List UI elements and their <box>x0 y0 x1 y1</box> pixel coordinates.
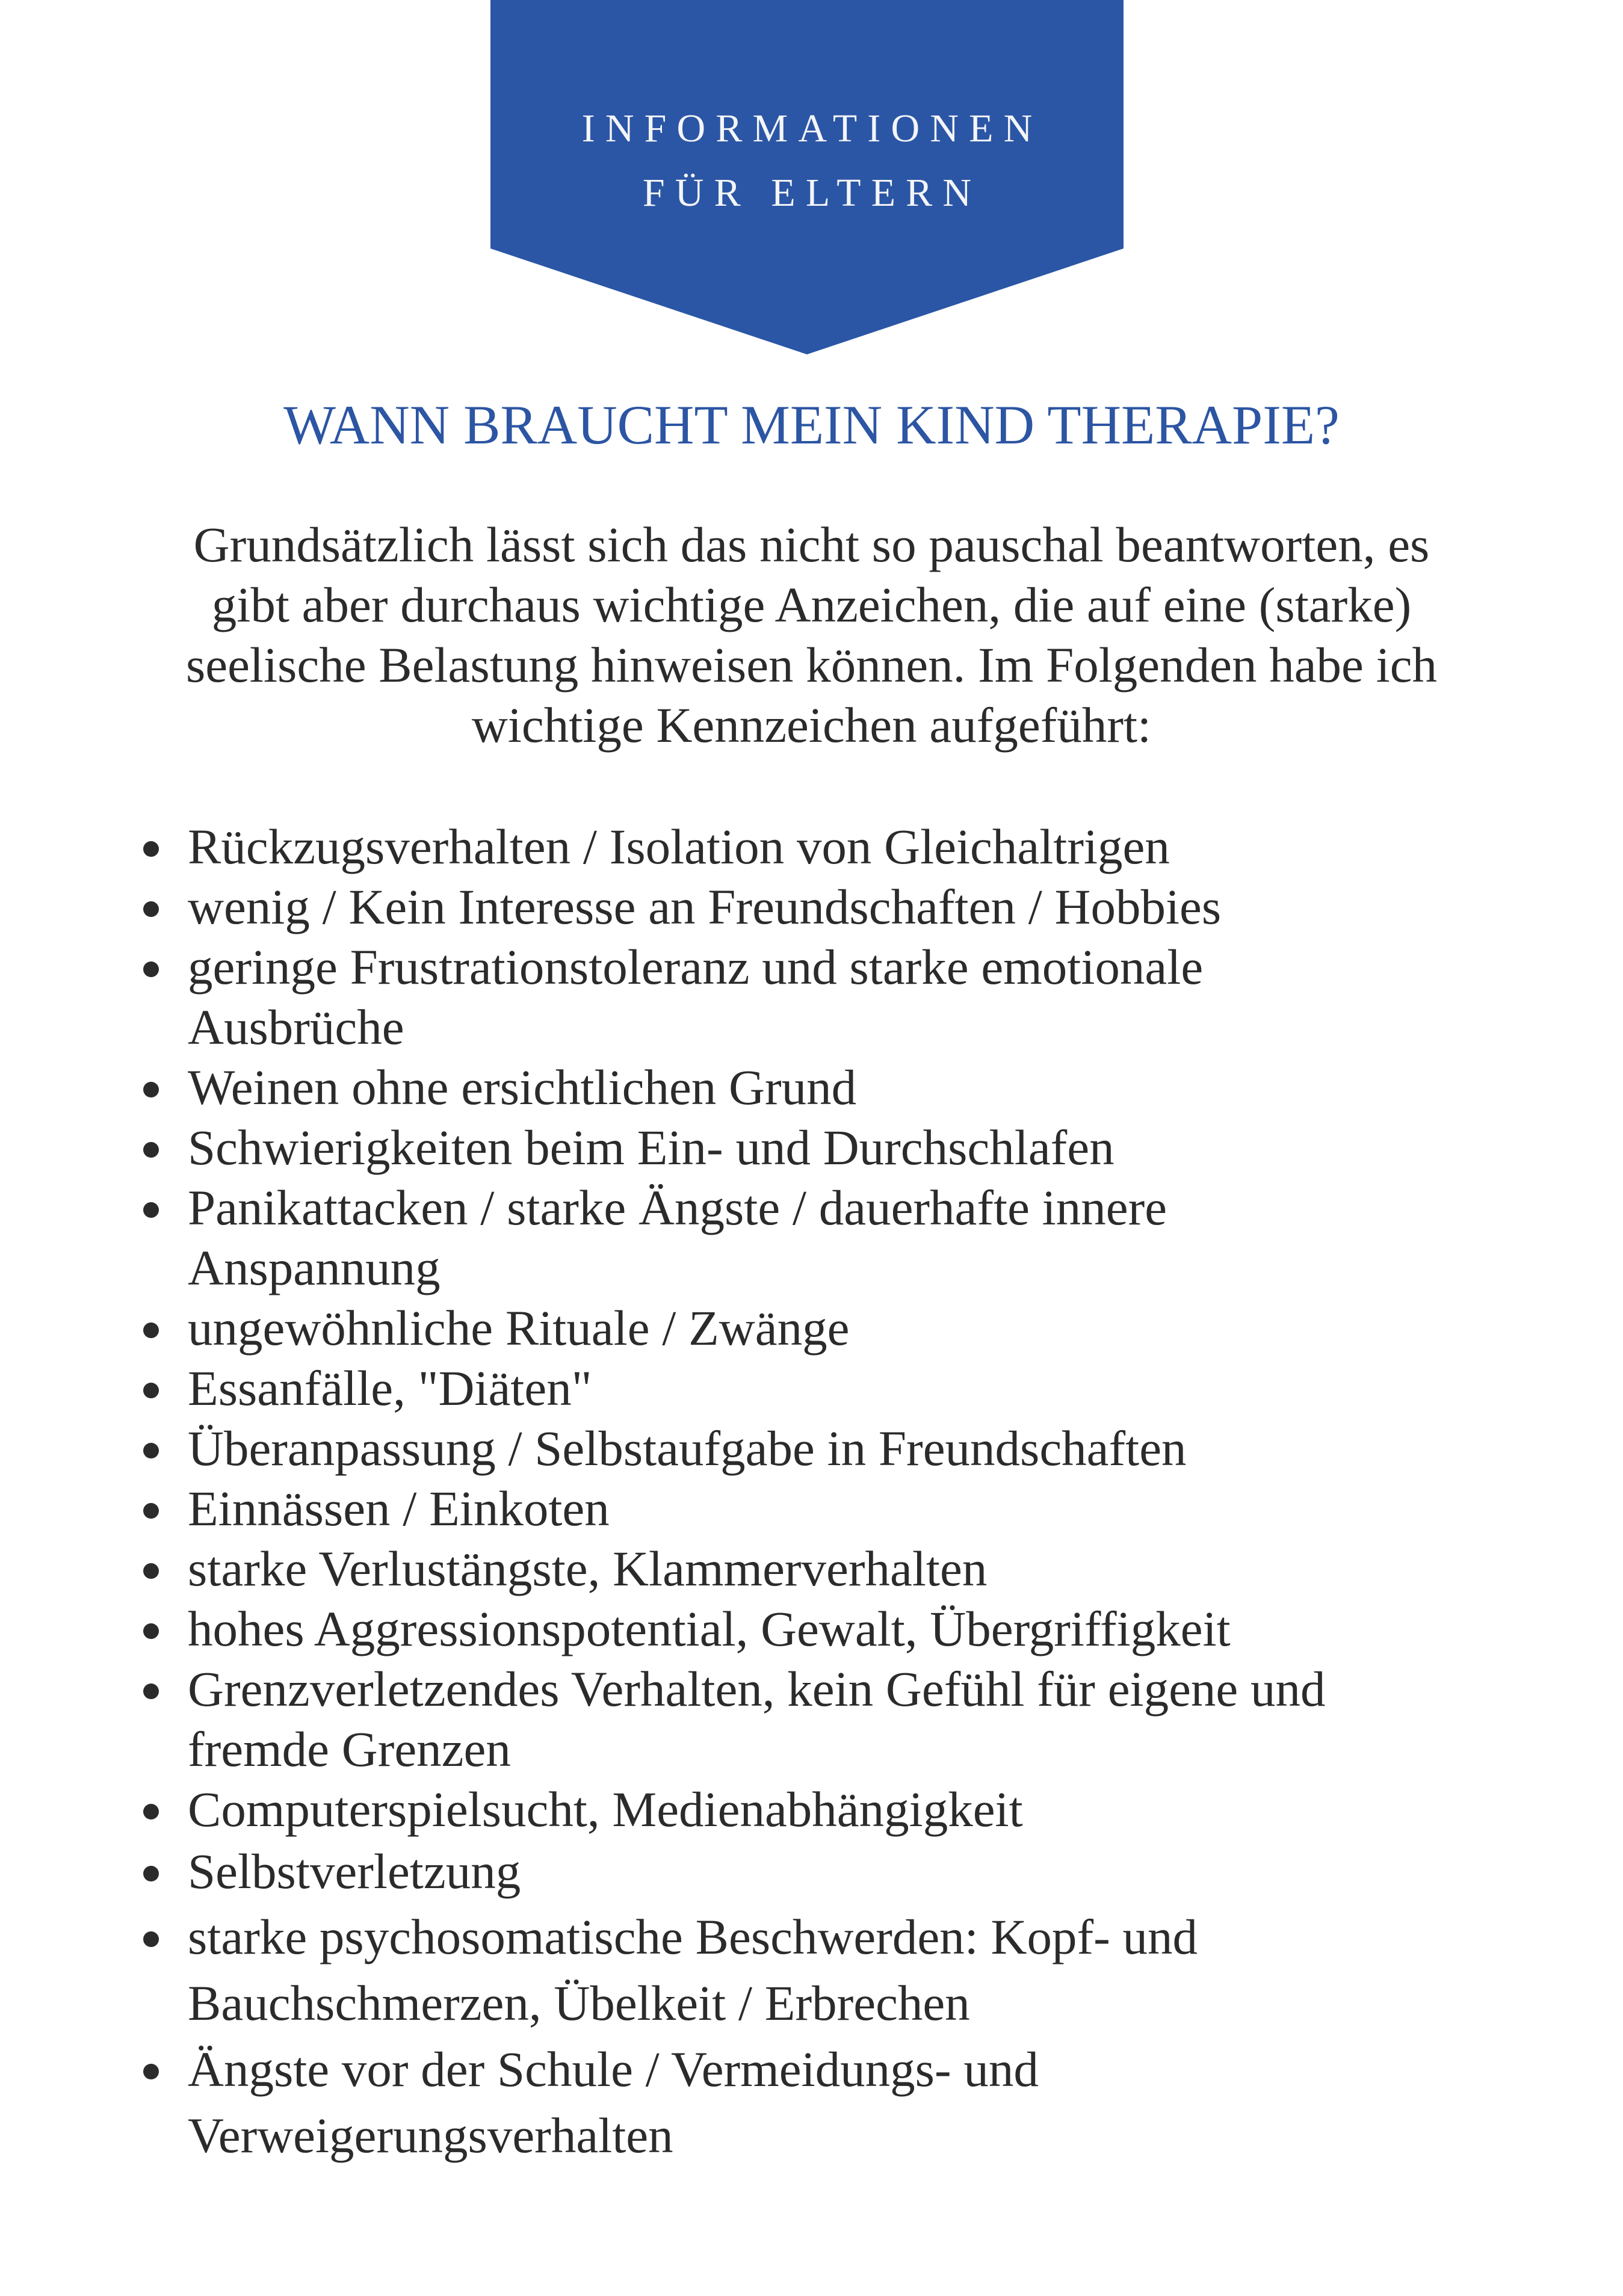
intro-line: seelische Belastung hinweisen können. Im Folgenden habe ich <box>185 637 1438 693</box>
bullet-icon <box>143 1623 159 1639</box>
bullet-icon <box>143 1082 159 1097</box>
list-item-text: Ängste vor der Schule / Vermeidungs- und <box>188 2041 1039 2097</box>
intro-line: gibt aber durchaus wichtige Anzeichen, die auf eine (starke) <box>211 577 1412 632</box>
list-item-text: Anspannung <box>188 1240 441 1295</box>
bullet-icon <box>143 841 159 857</box>
bullet-icon <box>143 1383 159 1398</box>
list-item <box>188 1538 1326 1599</box>
list-item-text: Weinen ohne ersichtlichen Grund <box>188 1060 857 1115</box>
list-item-text: starke psychosomatische Beschwerden: Kopf- und <box>188 1909 1198 1964</box>
list-item <box>188 1358 1326 1418</box>
intro-line: wichtige Kennzeichen aufgeführt: <box>471 697 1152 753</box>
list-item-text: Rückzugsverhalten / Isolation von Gleichaltrigen <box>188 819 1170 874</box>
list-item-text: Verweigerungsverhalten <box>188 2108 673 2163</box>
bullet-icon <box>143 901 159 917</box>
intro-paragraph <box>0 514 1623 755</box>
list-item-text: Schwierigkeiten beim Ein- und Durchschlafen <box>188 1120 1114 1175</box>
list-item <box>188 1117 1326 1177</box>
bullet-icon <box>143 1931 159 1947</box>
banner-line-2: FÜR ELTERN <box>642 171 982 215</box>
list-item <box>188 1298 1326 1358</box>
list-item-text: Grenzverletzendes Verhalten, kein Gefühl für eigene und <box>188 1661 1326 1717</box>
list-item <box>188 1839 1326 1904</box>
bullet-icon <box>143 1443 159 1458</box>
list-item-text: Selbstverletzung <box>188 1844 521 1899</box>
bullet-icon <box>143 1322 159 1338</box>
list-item <box>188 1659 1326 1779</box>
list-item-text: starke Verlustängste, Klammerverhalten <box>188 1541 988 1596</box>
list-item <box>188 877 1326 937</box>
list-item-text: geringe Frustrationstoleranz und starke emotionale <box>188 939 1204 995</box>
bullet-icon <box>143 961 159 977</box>
bullet-icon <box>143 1142 159 1158</box>
list-item-text: Essanfälle, "Diäten" <box>188 1360 592 1416</box>
list-item-text: ungewöhnliche Rituale / Zwänge <box>188 1300 850 1356</box>
page-title: WANN BRAUCHT MEIN KIND THERAPIE? <box>283 394 1340 455</box>
list-item-text: Bauchschmerzen, Übelkeit / Erbrechen <box>188 1975 970 2031</box>
list-item <box>188 1057 1326 1117</box>
bullet-icon <box>143 2064 159 2079</box>
list-item-text: Ausbrüche <box>188 999 404 1055</box>
list-item <box>188 937 1326 1057</box>
bullet-icon <box>143 1202 159 1218</box>
list-item <box>188 1599 1326 1659</box>
list-item-text: Computerspielsucht, Medienabhängigkeit <box>188 1782 1023 1837</box>
bullet-icon <box>143 1866 159 1881</box>
bullet-icon <box>143 1563 159 1579</box>
intro-line: Grundsätzlich lässt sich das nicht so pauschal beantworten, es <box>193 517 1430 572</box>
list-item <box>188 1478 1326 1538</box>
list-item-text: wenig / Kein Interesse an Freundschaften / Hobbies <box>188 879 1222 934</box>
list-item-text: fremde Grenzen <box>188 1721 511 1777</box>
list-item-text: Einnässen / Einkoten <box>188 1481 610 1536</box>
warning-signs-list <box>188 816 1326 2168</box>
banner-line-1: INFORMATIONEN <box>581 106 1043 150</box>
bullet-icon <box>143 1683 159 1699</box>
banner-label <box>490 96 1124 225</box>
list-item <box>188 1418 1326 1478</box>
list-item <box>188 816 1326 877</box>
list-item <box>188 2036 1326 2168</box>
list-item-text: Panikattacken / starke Ängste / dauerhafte innere <box>188 1180 1167 1235</box>
bullet-icon <box>143 1804 159 1819</box>
list-item <box>188 1177 1326 1298</box>
bullet-icon <box>143 1503 159 1519</box>
list-item <box>188 1904 1326 2036</box>
list-item <box>188 1779 1326 1839</box>
list-item-text: Überanpassung / Selbstaufgabe in Freundschaften <box>188 1421 1187 1476</box>
list-item-text: hohes Aggressionspotential, Gewalt, Übergriffigkeit <box>188 1601 1231 1656</box>
